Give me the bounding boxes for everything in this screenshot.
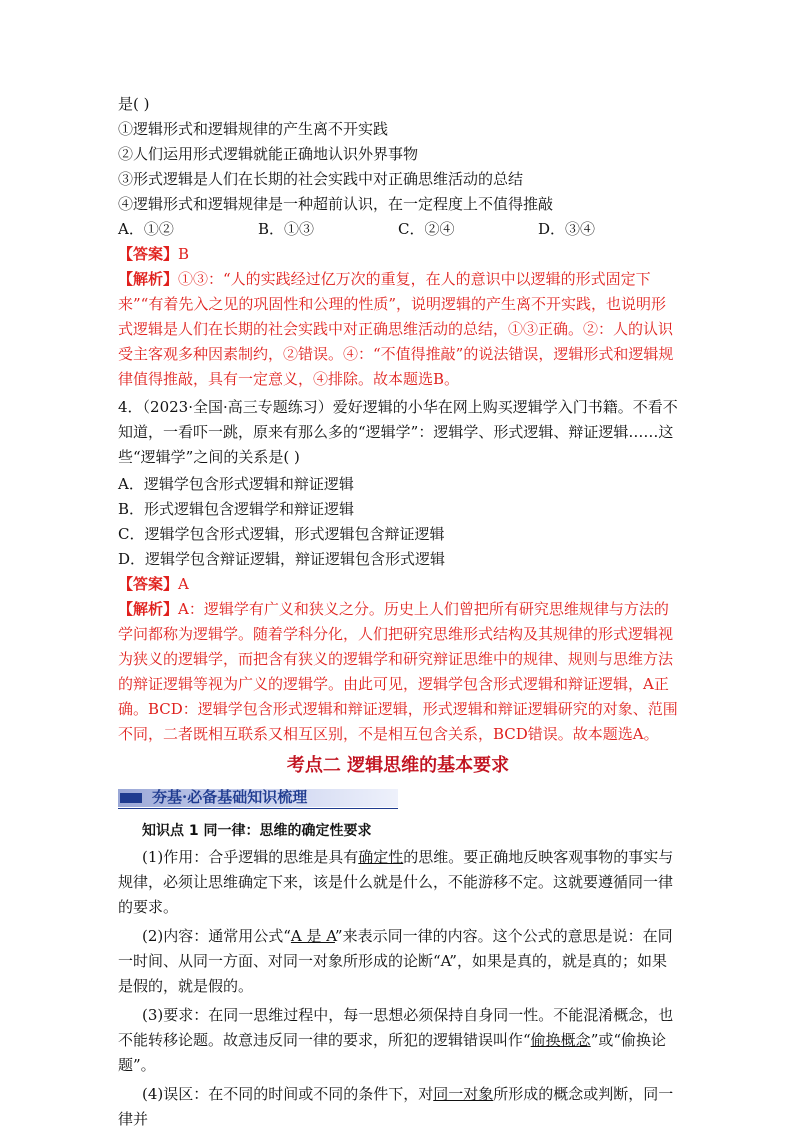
q3-answer-label: 【答案】 — [118, 245, 179, 263]
q3-analysis — [118, 267, 678, 392]
p4-underline: 同一对象 — [433, 1085, 494, 1103]
q3-option-d: D．③④ — [538, 220, 596, 238]
p3-underline: 偷换概念 — [530, 1031, 591, 1049]
knowledge-p2 — [118, 924, 678, 999]
q4-answer-label: 【答案】 — [118, 575, 179, 593]
knowledge-p1 — [118, 845, 678, 920]
p1-underline: 确定性 — [358, 848, 404, 866]
banner-rule — [118, 808, 398, 809]
q4-option-b: B．形式逻辑包含逻辑学和辩证逻辑 — [118, 500, 355, 518]
p4-text-a: (4)误区：在不同的时间或不同的条件下，对 — [142, 1085, 434, 1103]
q3-stem-end: 是( ) — [118, 95, 150, 113]
knowledge-p4 — [118, 1082, 678, 1132]
q4-analysis-label: 【解析】 — [118, 600, 179, 618]
section-banner — [118, 783, 408, 809]
p3-text-b: ”或“偷换论题”。 — [118, 1031, 667, 1074]
p4-text-b: 所形成的概念或判断，同一律并 — [118, 1085, 674, 1128]
knowledge-p3 — [118, 1003, 678, 1078]
p3-text-a: (3)要求：在同一思维过程中，每一思想必须保持自身同一性。不能混淆概念，也不能转移论题。故意违反同一律的要求，所犯的逻辑错误叫作“ — [118, 1006, 674, 1049]
banner-mark-icon — [120, 793, 142, 803]
q3-analysis-label: 【解析】 — [118, 270, 179, 288]
q4-option-d: D．逻辑学包含辩证逻辑，辩证逻辑包含形式逻辑 — [118, 550, 446, 568]
q3-item-4: ④逻辑形式和逻辑规律是一种超前认识，在一定程度上不值得推敲 — [118, 195, 554, 213]
q3-option-b: B．①③ — [258, 220, 315, 238]
p1-text-b: 的思维。要正确地反映客观事物的事实与规律，必须让思维确定下来，该是什么就是什么，不能游移不定。这就要遵循同一律的要求。 — [118, 848, 674, 916]
q4-stem: 4．（2023·全国·高三专题练习）爱好逻辑的小华在网上购买逻辑学入门书籍。不看不知道，一看吓一跳，原来有那么多的“逻辑学”：逻辑学、形式逻辑、辩证逻辑……这些“逻辑学”之间的关系是( ) — [118, 398, 678, 466]
p2-text-a: (2)内容：通常用公式“ — [142, 927, 291, 945]
q3-option-a: A．①② — [118, 220, 174, 238]
knowledge-point-title: 知识点 1 同一律：思维的确定性要求 — [142, 823, 372, 839]
q4-answer — [118, 572, 678, 597]
q3-answer-value: B — [178, 245, 190, 263]
q3-item-2: ②人们运用形式逻辑就能正确地认识外界事物 — [118, 145, 419, 163]
q3-options — [118, 217, 678, 242]
q4-analysis-text: A：逻辑学有广义和狭义之分。历史上人们曾把所有研究思维规律与方法的学问都称为逻辑学。随着学科分化，人们把研究思维形式结构及其规律的形式逻辑视为狭义的逻辑学，而把含有狭义的逻辑学和研究辩证思维中的规律、规则与思维方法的辩证逻辑等视为广义的逻辑学。由此可见，逻辑学包含形式逻辑和辩证逻辑，A正确。BCD：逻辑学包含形式逻辑和辩证逻辑，形式逻辑和辩证逻辑研究的对象、范围不同，二者既相互联系又相互区别，不是相互包含关系，BCD错误。故本题选A。 — [118, 600, 678, 743]
p2-text-b: ”来表示同一律的内容。这个公式的意思是说：在同一时间、从同一方面、对同一对象所形成的论断“A”，如果是真的，就是真的；如果是假的，就是假的。 — [118, 927, 673, 995]
section-title: 考点二 逻辑思维的基本要求 — [286, 755, 510, 776]
p2-underline: A 是 A — [290, 927, 335, 945]
q4-option-c: C．逻辑学包含形式逻辑，形式逻辑包含辩证逻辑 — [118, 525, 445, 543]
q3-analysis-text: ①③：“人的实践经过亿万次的重复，在人的意识中以逻辑的形式固定下来”“有着先入之见的巩固性和公理的性质”，说明逻辑的产生离不开实践，也说明形式逻辑是人们在长期的社会实践中对正确思维活动的总结，①③正确。②：人的认识受主客观多种因素制约，②错误。④：“不值得推敲”的说法错误，逻辑形式和逻辑规律值得推敲，具有一定意义，④排除。故本题选B。 — [118, 270, 674, 388]
q4-answer-value: A — [178, 575, 189, 593]
q4-option-a: A．逻辑学包含形式逻辑和辩证逻辑 — [118, 475, 354, 493]
q4-analysis — [118, 597, 678, 747]
q3-item-3: ③形式逻辑是人们在长期的社会实践中对正确思维活动的总结 — [118, 170, 524, 188]
banner-text: 夯基·必备基础知识梳理 — [152, 788, 308, 806]
p1-text-a: (1)作用：合乎逻辑的思维是具有 — [142, 848, 359, 866]
page-content — [118, 92, 678, 1132]
q3-answer — [118, 242, 678, 267]
q3-item-1: ①逻辑形式和逻辑规律的产生离不开实践 — [118, 120, 389, 138]
q3-option-c: C．②④ — [398, 220, 455, 238]
